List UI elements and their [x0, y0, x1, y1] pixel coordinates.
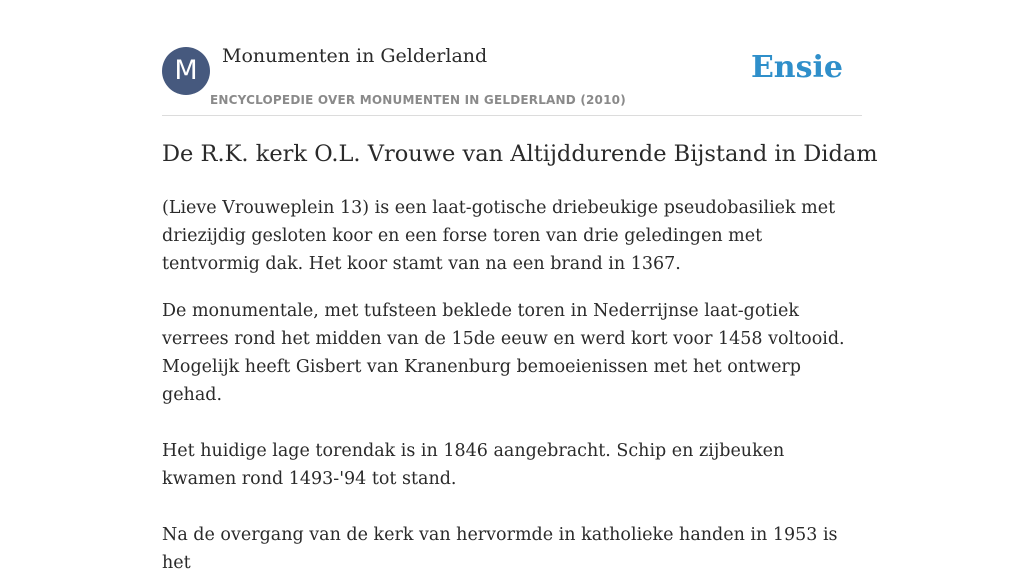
source-title[interactable]: Monumenten in Gelderland	[222, 45, 488, 67]
article-paragraph: Na de overgang van de kerk van hervormde in katholieke handen in 1953 is het	[162, 525, 838, 573]
brand-logo[interactable]: Ensie	[750, 50, 843, 85]
avatar[interactable]: M	[162, 47, 210, 95]
paragraph-gap	[162, 409, 862, 437]
paragraph-gap	[162, 493, 862, 521]
article-paragraph: Het huidige lage torendak is in 1846 aangebracht. Schip en zijbeuken kwamen rond 1493-'94 tot stand.	[162, 441, 785, 489]
article-paragraph: (Lieve Vrouweplein 13) is een laat-gotische driebeukige pseudobasiliek met driezijdig gesloten koor en een forse toren van drie geledingen met tentvormig dak. Het koor stamt van na een brand in 1367.	[162, 198, 836, 274]
article-paragraph: De monumentale, met tufsteen beklede toren in Nederrijnse laat-gotiek verrees rond het midden van de 15de eeuw en werd kort voor 1458 voltooid. Mogelijk heeft Gisbert van Kranenburg bemoeienissen met het ontwerp gehad.	[162, 301, 845, 405]
source-subtitle: ENCYCLOPEDIE OVER MONUMENTEN IN GELDERLAND (2010)	[210, 93, 626, 107]
article	[162, 138, 878, 577]
article-title: De R.K. kerk O.L. Vrouwe van Altijddurende Bijstand in Didam	[162, 141, 878, 167]
header	[162, 0, 862, 116]
